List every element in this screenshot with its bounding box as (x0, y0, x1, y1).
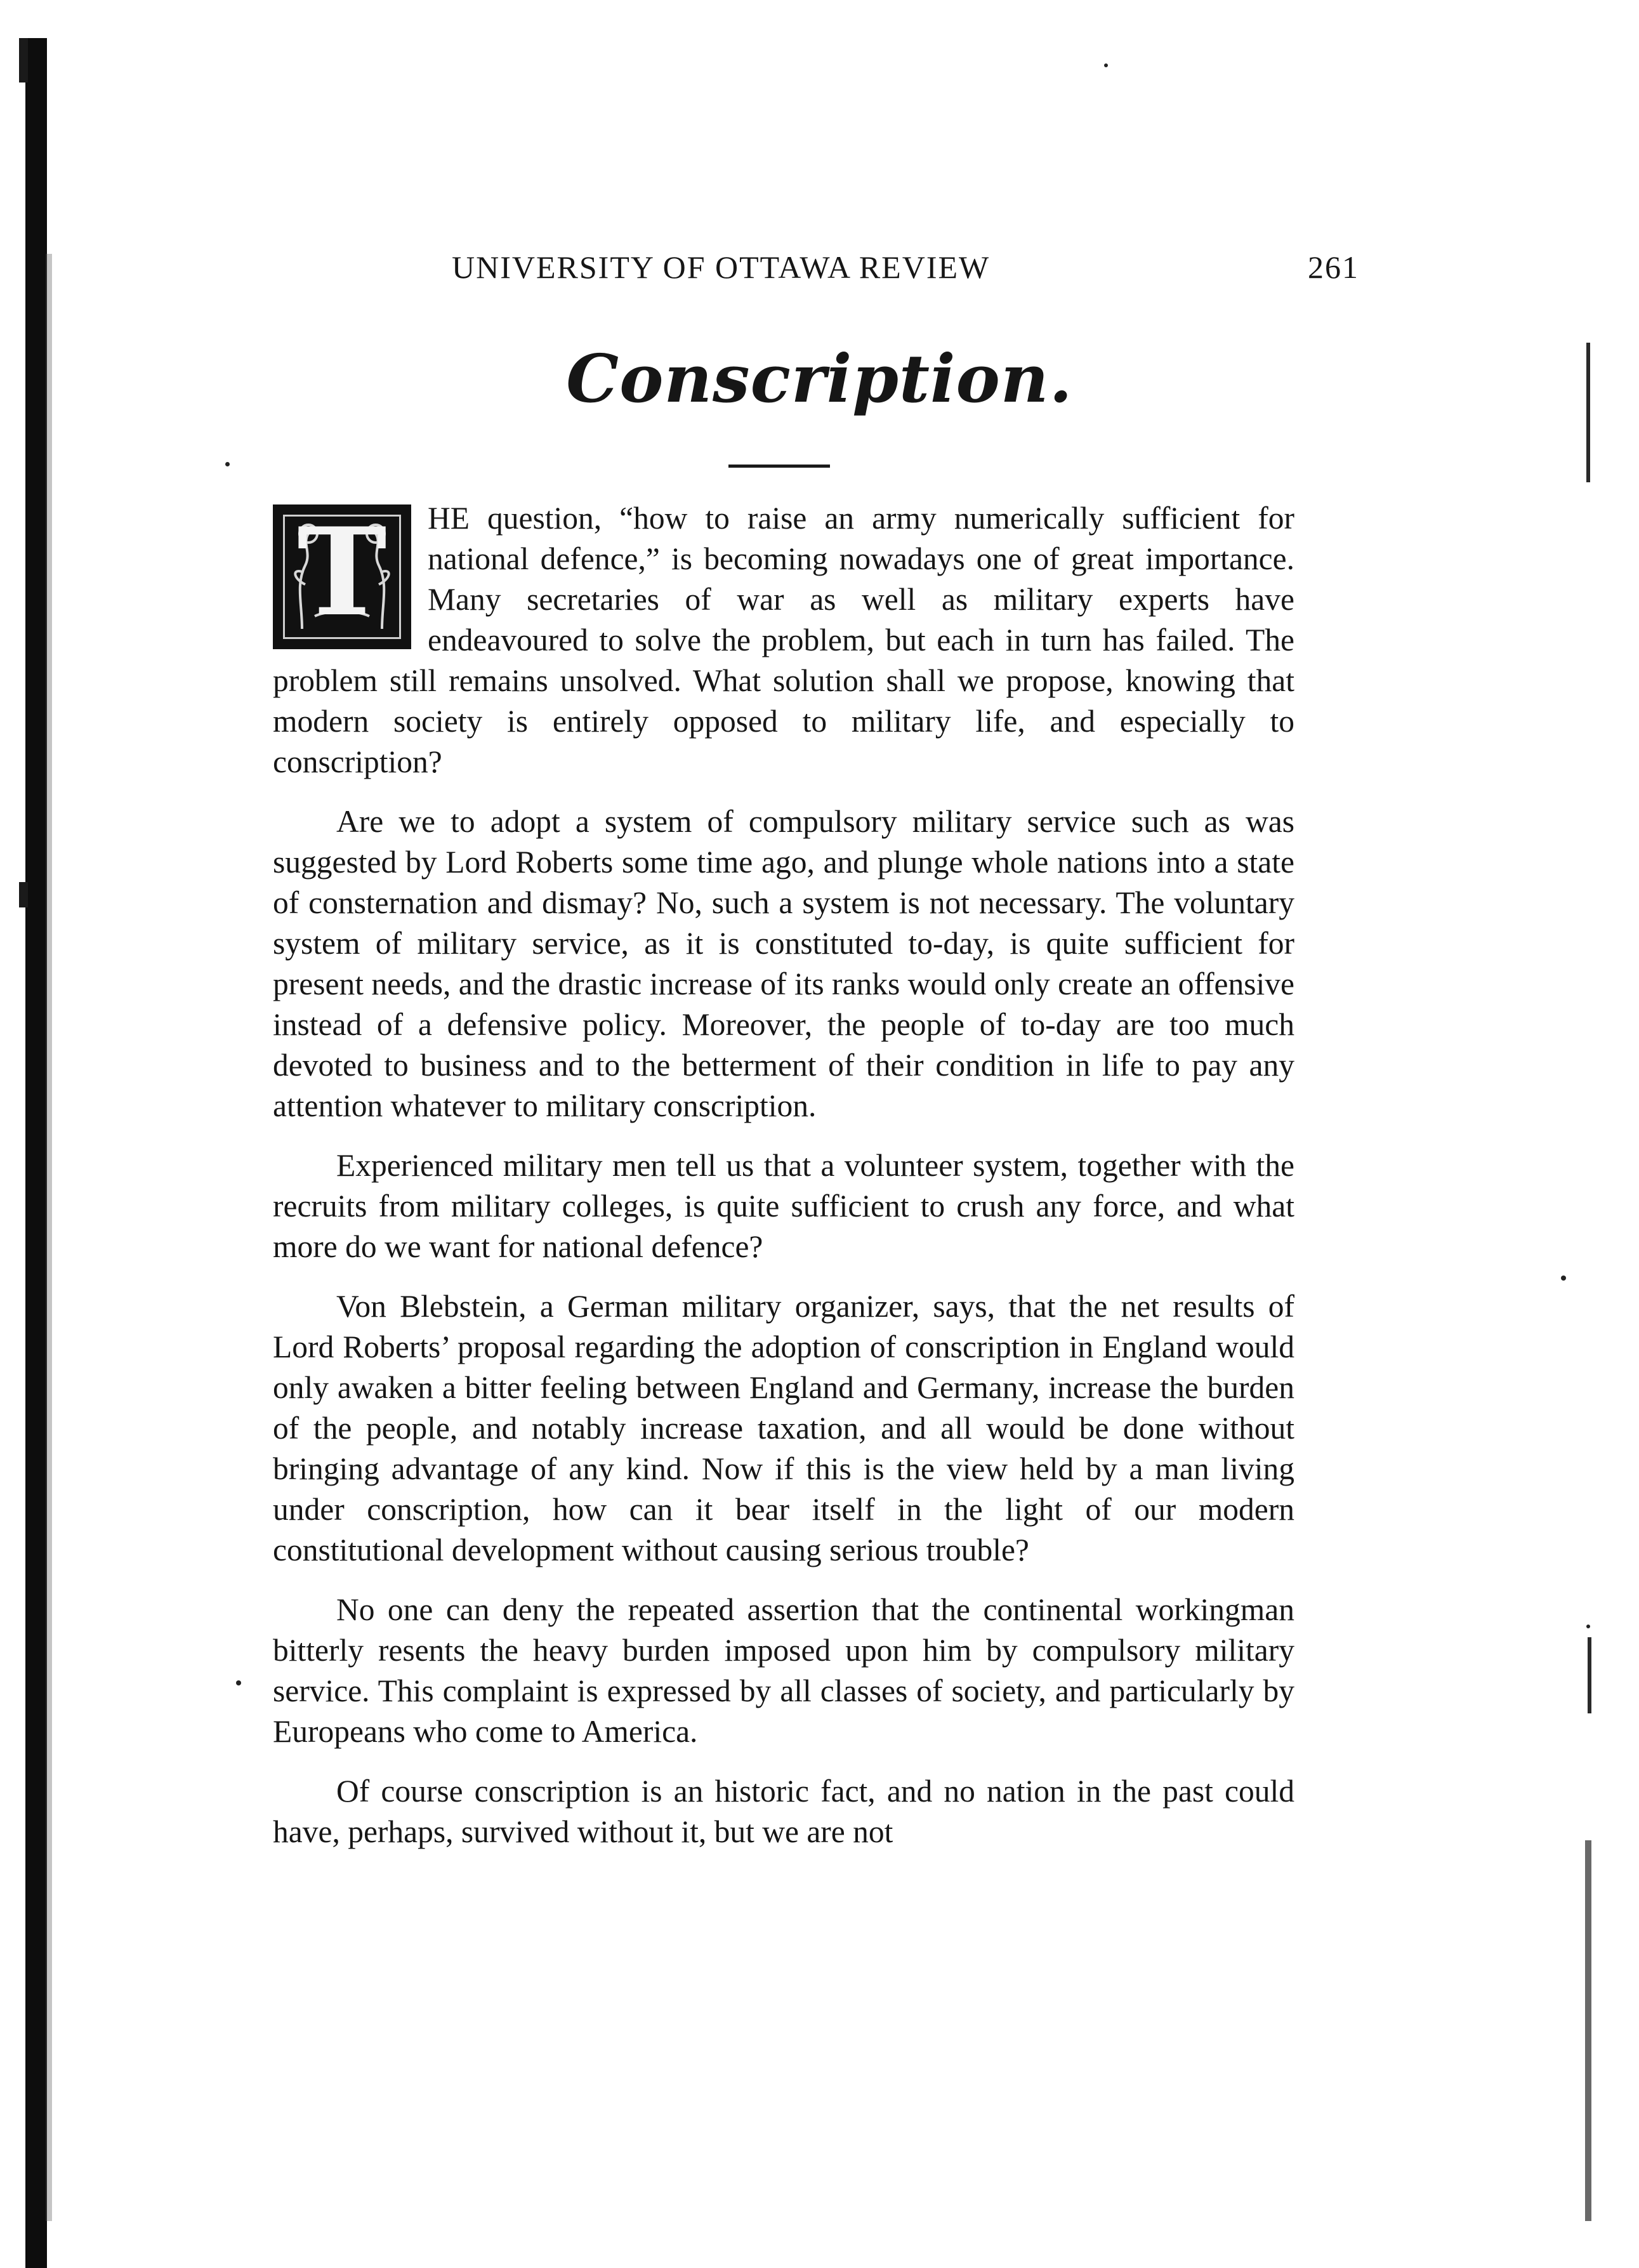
paragraph: Are we to adopt a system of compulsory military service such as was suggested by Lord Roberts some time ago, and plunge whole nations into a state of consternation and dismay? No, such a system is not necessary. The voluntary system of military service, as it is constituted to-day, is quite sufficient for present needs, and the drastic increase of its ranks would only create an offensive instead of a defensive policy. Moreover, the people of to-day are too much devoted to business and to the betterment of their condition in life to pay any attention whatever to military conscription. (273, 804, 1295, 1123)
paragraph: Experienced military men tell us that a volunteer system, together with the recruits from military colleges, is quite sufficient to crush any force, and what more do we want for national defence? (273, 1148, 1294, 1264)
drop-cap (273, 501, 411, 649)
paragraph: No one can deny the repeated assertion that the continental workingman bitterly resents the heavy burden imposed upon him by compulsory military service. This complaint is expressed by all classes of society, and particularly by Europeans who come to America. (273, 1592, 1294, 1749)
paragraph (273, 498, 1294, 782)
drop-cap-letter: T (297, 501, 387, 643)
scan-speck (1104, 63, 1108, 67)
paragraph: Von Blebstein, a German military organizer, says, that the net results of Lord Roberts’ proposal regarding the adoption of conscription in England would only awaken a bitter feeling between England and Germany, increase the burden of the people, and notably increase taxation, and all would be done without bringing advantage of any kind. Now if this is the view held by a man living under conscription, how can it bear itself in the light of our modern constitutional development without causing serious trouble? (273, 1289, 1294, 1567)
running-title: UNIVERSITY OF OTTAWA REVIEW (452, 249, 991, 285)
page-header (452, 249, 1359, 293)
scan-speck (1561, 1276, 1566, 1281)
article-title: Conscription. (566, 340, 1073, 418)
title-divider (728, 465, 830, 468)
scan-edge-mark (19, 38, 28, 82)
scan-speck (1586, 1625, 1590, 1628)
article-body (273, 498, 1294, 1871)
scan-speck (225, 462, 230, 466)
paragraph: Of course conscription is an historic fact, and no nation in the past could have, perhaps, survived without it, but we are not (273, 1774, 1294, 1849)
scan-edge-dash (1585, 1840, 1591, 2221)
scan-edge-dash (1588, 1637, 1591, 1713)
page-number: 261 (1308, 249, 1359, 285)
scan-edge-mark (19, 882, 28, 907)
scan-binding-gradient (46, 254, 52, 2221)
paragraph-text: HE question, “how to raise an army numerically sufficient for national defence,” is becoming nowadays one of great importance. Many secretaries of war as well as military experts have endeavoured to solve the problem, but each in turn has failed. The problem still remains unsolved. What solution shall we propose, knowing that modern society is entirely opposed to military life, and especially to conscription? (273, 501, 1294, 779)
scan-speck (236, 1680, 241, 1685)
